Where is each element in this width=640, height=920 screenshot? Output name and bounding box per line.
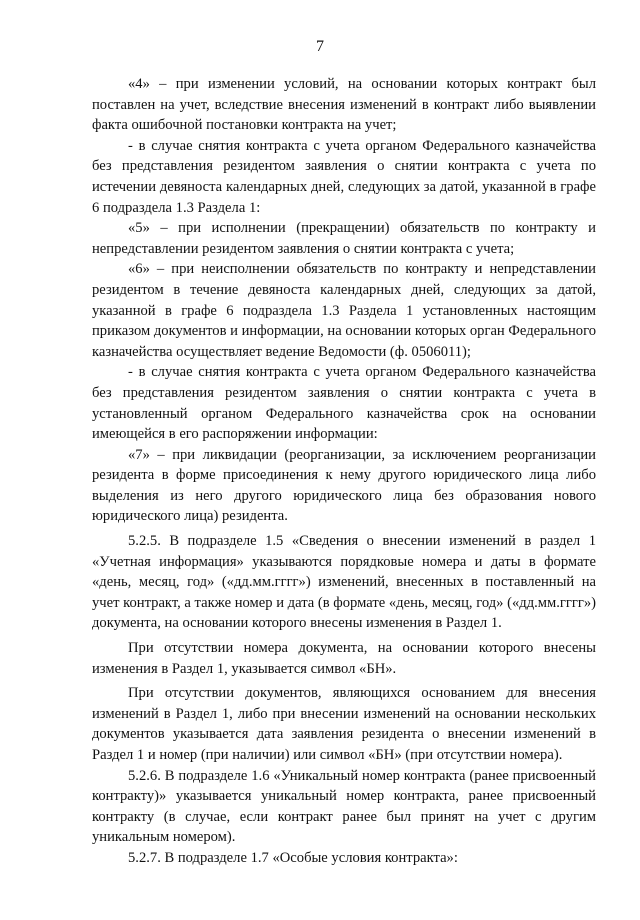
paragraph-5-2-5: 5.2.5. В подразделе 1.5 «Сведения о внесении изменений в раздел 1 «Учетная информация» указываются порядковые номера и даты в формате «день, месяц, год» («дд.мм.гггг») изменений, внесенных в поставленный на учет контракт, а также номер и дата (в формате «день, месяц, год» («дд.мм.гггг») документа, на основании которого внесены изменения в Раздел 1.	[92, 533, 596, 632]
paragraph-removal-case-2: - в случае снятия контракта с учета органом Федерального казначейства без представления резидентом заявления о снятии контракта с учета в установленный органом Федерального казначейства срок на основании имеющейся в его распоряжении информации:	[92, 364, 596, 443]
paragraph-no-documents: При отсутствии документов, являющихся основанием для внесения изменений в Раздел 1, либо при внесении изменений на основании нескольких документов указывается дата заявления резидента о внесении изменений в Раздел 1 и номер (при наличии) или символ «БН» (при отсутствии номера).	[92, 685, 596, 763]
page-number: 7	[316, 38, 324, 55]
document-body	[92, 74, 596, 869]
paragraph-code-7: «7» – при ликвидации (реорганизации, за исключением реорганизации резидента в форме присоединения к нему другого юридического лица либо выделения из него другого юридического лица без образования нового юридического лица) резидента.	[92, 446, 596, 525]
paragraph-5-2-6: 5.2.6. В подразделе 1.6 «Уникальный номер контракта (ранее присвоенный контракту)» указывается уникальный номер контракта, ранее присвоенный контракту (в случае, если контракт ранее был принят на учет с другим уникальным номером).	[92, 767, 596, 846]
paragraph-code-4: «4» – при изменении условий, на основании которых контракт был поставлен на учет, вследствие внесения изменений в контракт либо выявлении факта ошибочной постановки контракта на учет;	[92, 76, 596, 134]
paragraph-no-document-number: При отсутствии номера документа, на основании которого внесены изменения в Раздел 1, указывается символ «БН».	[92, 640, 596, 677]
paragraph-removal-case-1: - в случае снятия контракта с учета органом Федерального казначейства без представления резидентом заявления о снятии контракта с учета по истечении девяноста календарных дней, следующих за датой, указанной в графе 6 подраздела 1.3 Раздела 1:	[92, 137, 596, 216]
paragraph-5-2-7: 5.2.7. В подразделе 1.7 «Особые условия контракта»:	[128, 849, 458, 866]
paragraph-code-5: «5» – при исполнении (прекращении) обязательств по контракту и непредставлении резидентом заявления о снятии контракта с учета;	[92, 220, 596, 257]
paragraph-code-6: «6» – при неисполнении обязательств по контракту и непредставлении резидентом в течение девяноста календарных дней, следующих за датой, указанной в графе 6 подраздела 1.3 Раздела 1 установленных настоящим приказом документов и информации, на основании которых орган Федерального казначейства осуществляет ведение Ведомости (ф. 0506011);	[92, 261, 596, 360]
